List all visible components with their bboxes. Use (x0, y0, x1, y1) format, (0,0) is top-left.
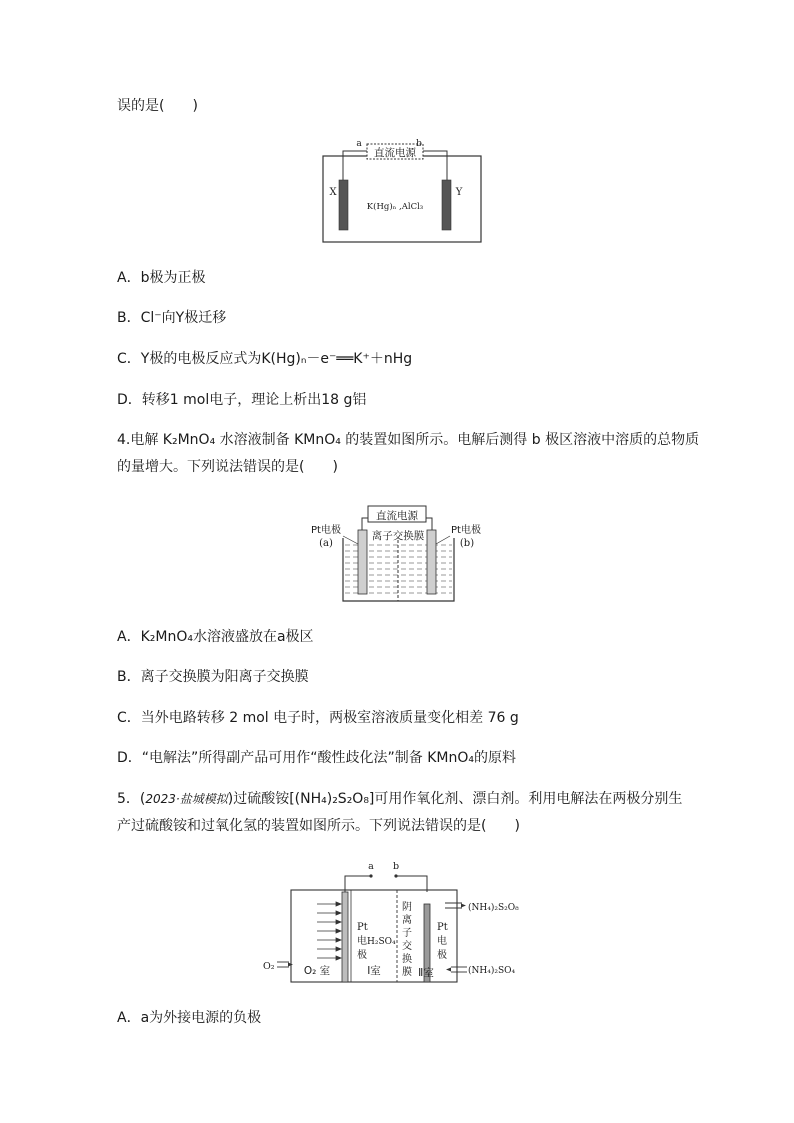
q3-option-b: B．Cl⁻向Y极迁移 (117, 310, 227, 326)
q4-option-a: A．K₂MnO₄水溶液盛放在a极区 (117, 629, 314, 645)
q5-pt-left-3: 极 (357, 950, 367, 961)
q3-label-x: X (329, 187, 337, 198)
q3-solution-label: K(Hg)ₙ ,AlCl₃ (366, 202, 424, 212)
q5-pt-left-2: 电 (357, 936, 367, 947)
q5-membrane-4: 交 (402, 941, 412, 952)
q3-option-a: A．b极为正极 (117, 270, 206, 286)
q5-membrane-6: 膜 (402, 967, 412, 978)
q5-membrane-1: 阴 (402, 902, 412, 913)
q5-stem-rest: )过硫酸铵[(NH₄)₂S₂O₈]可用作氧化剂、漂白剂。利用电解法在两极分别生 (227, 791, 683, 807)
q3-electrode-x (339, 180, 348, 230)
q3-option-c: C．Y极的电极反应式为K(Hg)ₙ－e⁻══K⁺＋nHg (117, 351, 413, 367)
q5-acid-label: H₂SO₄ (367, 937, 396, 947)
q5-figure (255, 858, 545, 986)
q4-right-sub: (b) (459, 538, 475, 549)
q5-option-a: A．a为外接电源的负极 (117, 1010, 262, 1026)
q5-out-top: (NH₄)₂S₂O₈ (468, 903, 519, 913)
q4-stem-line2: 的量增大。下列说法错误的是( ) (117, 459, 338, 475)
q4-power-label: 直流电源 (376, 510, 418, 522)
q3-label-y: Y (455, 187, 463, 198)
q5-stem-line1 (117, 789, 682, 809)
q5-out-arrowhead (461, 904, 466, 908)
q5-stem-number: 5．( (117, 791, 146, 807)
q4-option-b: B．离子交换膜为阳离子交换膜 (117, 669, 309, 685)
q4-electrode-b (427, 530, 436, 594)
q5-electrode-left (342, 892, 348, 982)
q5-room2: Ⅱ室 (418, 967, 434, 979)
q3-stem-tail: 误的是( ) (117, 98, 198, 114)
q5-o2-arrows (317, 902, 341, 960)
q5-in-arrowhead (446, 968, 451, 972)
q4-right-label: Pt电极 (451, 525, 481, 536)
q3-option-d: D．转移1 mol电子，理论上析出18 g铝 (117, 392, 367, 408)
q4-electrode-a (358, 530, 367, 594)
q3-wire-right (423, 151, 447, 180)
q3-terminal-b: b (416, 139, 422, 149)
q4-left-sub: (a) (319, 538, 333, 549)
q3-figure (322, 136, 482, 244)
q5-room1: Ⅰ室 (367, 965, 381, 977)
q3-wire-left (343, 151, 367, 180)
q3-power-label: 直流电源 (374, 147, 416, 159)
q5-membrane-3: 子 (402, 928, 412, 939)
q3-electrode-y (442, 180, 451, 230)
q5-pt-right-1: Pt (437, 922, 448, 933)
q5-stem-source: 2023·盐城模拟 (145, 792, 228, 806)
q4-stem-line1: 4.电解 K₂MnO₄ 水溶液制备 KMnO₄ 的装置如图所示。电解后测得 b 极区溶液中溶质的总物质 (117, 432, 700, 448)
q4-wire-right (426, 518, 432, 530)
q3-terminal-a: a (356, 139, 362, 149)
q5-pt-right-2: 电 (437, 936, 447, 947)
q5-in-bottom: (NH₄)₂SO₄ (468, 966, 516, 976)
q5-o2-in: O₂ (263, 961, 275, 972)
q4-membrane-label: 离子交换膜 (371, 530, 425, 542)
q4-figure (300, 500, 500, 606)
q5-membrane-5: 换 (402, 954, 412, 965)
q5-stem-line2: 产过硫酸铵和过氧化氢的装置如图所示。下列说法错误的是( ) (117, 818, 520, 834)
q5-pt-left-1: Pt (357, 922, 368, 933)
q4-option-d: D．“电解法”所得副产品可用作“酸性歧化法”制备 KMnO₄的原料 (117, 750, 517, 766)
q4-option-c: C．当外电路转移 2 mol 电子时，两极室溶液质量变化相差 76 g (117, 710, 519, 726)
q4-left-label: Pt电极 (311, 525, 341, 536)
q4-wire-left (362, 518, 368, 530)
q5-terminal-b: b (392, 861, 400, 872)
q5-o2-room: O₂ 室 (303, 965, 331, 977)
q5-pt-right-3: 极 (437, 950, 447, 961)
q5-terminal-a: a (368, 861, 374, 872)
q5-membrane-2: 离 (402, 915, 412, 926)
